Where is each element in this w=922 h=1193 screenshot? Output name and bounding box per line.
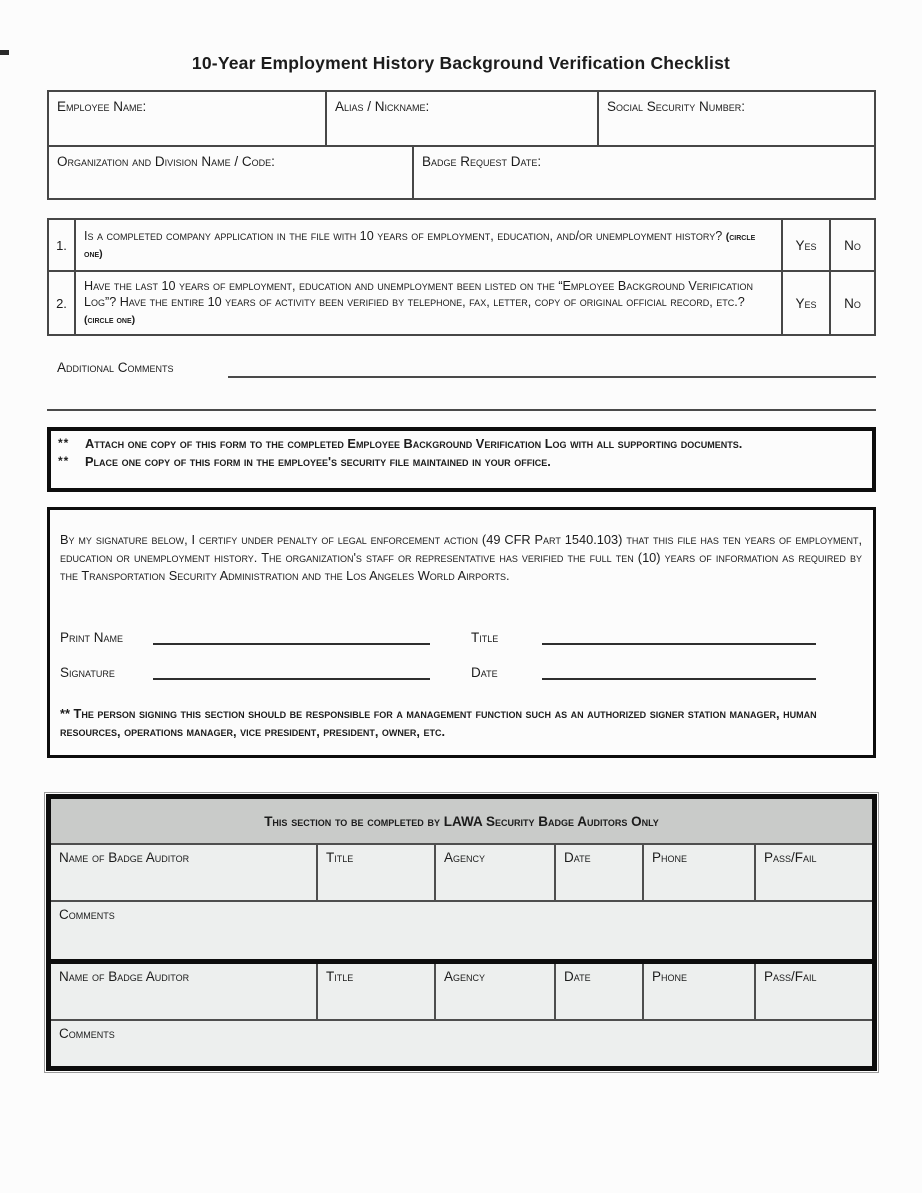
auditor-phone-label: Phone [652, 850, 688, 865]
additional-comments-label: Additional Comments [57, 359, 174, 375]
auditor-passfail-label: Pass/Fail [764, 850, 817, 865]
employee-info-table [47, 90, 876, 200]
auditor-section-inner [46, 794, 877, 1071]
auditor-agency-label: Agency [444, 850, 486, 865]
question-1-circle-note: (circle one) [84, 230, 756, 260]
auditor-name-field[interactable] [51, 964, 316, 1019]
signature-date-row [60, 647, 862, 680]
question-row-1 [49, 220, 874, 272]
instruction-row-1 [58, 435, 864, 453]
info-row-2 [49, 147, 874, 198]
question-2-text: Have the last 10 years of employment, education and unemployment been listed on the “Employee Background Verification Log”? Have the entire 10 years of activity been verified by telephone, fax, letter, copy of original official record, etc.? [84, 278, 754, 310]
signing-authority-note: ** The person signing this section should be responsible for a management function such as an authorized signer station manager, human resources, operations manager, vice president, president, owner, etc. [60, 706, 817, 739]
auditor-agency-field[interactable] [434, 845, 554, 900]
auditor-agency-field[interactable] [434, 964, 554, 1019]
badge-request-date-field[interactable] [412, 147, 874, 198]
page-title: 10-Year Employment History Background Verification Checklist [191, 53, 731, 73]
ssn-field[interactable] [597, 92, 874, 145]
question-2-text-cell [76, 272, 781, 334]
auditor-date-field[interactable] [554, 964, 642, 1019]
badge-request-date-label: Badge Request Date: [422, 154, 542, 169]
auditor-title-field[interactable] [316, 845, 434, 900]
question-1-text: Is a completed company application in the file with 10 years of employment, education, and/or unemployment history? [84, 228, 723, 243]
question-2-no-cell[interactable]: No [829, 272, 874, 334]
auditor-comments-field-2[interactable] [51, 1019, 872, 1066]
title-label: Title [471, 630, 499, 645]
print-name-title-row [60, 612, 862, 645]
auditor-agency-label: Agency [444, 969, 486, 984]
print-name-line[interactable] [153, 631, 430, 645]
auditor-date-label: Date [564, 850, 591, 865]
auditor-comments-label: Comments [59, 1026, 115, 1041]
instructions-box [47, 427, 876, 492]
org-division-field[interactable] [49, 147, 412, 198]
auditor-header-row-1 [51, 845, 872, 900]
certification-statement: By my signature below, I certify under penalty of legal enforcement action (49 CFR Part 1540.103) that this file has ten years of employment, education or unemployment history. The organization's staff or representative has verified the full ten (10) years of information as required by the Transportation Security Administration and the Los Angeles World Airports. [60, 532, 862, 583]
question-1-text-cell [76, 220, 781, 270]
question-2-yes-cell[interactable]: Yes [781, 272, 829, 334]
comments-line-2[interactable] [47, 390, 876, 411]
employee-name-label: Employee Name: [57, 99, 147, 114]
auditor-passfail-field[interactable] [754, 964, 872, 1019]
auditor-passfail-label: Pass/Fail [764, 969, 817, 984]
instruction-row-2 [58, 453, 864, 471]
alias-nickname-label: Alias / Nickname: [335, 99, 430, 114]
ssn-label: Social Security Number: [607, 99, 746, 114]
auditor-name-field[interactable] [51, 845, 316, 900]
auditor-section [44, 792, 879, 1073]
asterisk-bullet: ** [58, 436, 70, 450]
org-division-label: Organization and Division Name / Code: [57, 154, 275, 169]
auditor-date-field[interactable] [554, 845, 642, 900]
certification-box [47, 507, 876, 758]
additional-comments-row [47, 356, 876, 378]
employee-name-field[interactable] [49, 92, 325, 145]
question-1-yes-cell[interactable]: Yes [781, 220, 829, 270]
print-name-label: Print Name [60, 630, 124, 645]
signature-label: Signature [60, 665, 115, 680]
question-row-2 [49, 272, 874, 334]
auditor-name-label: Name of Badge Auditor [59, 850, 190, 865]
auditor-passfail-field[interactable] [754, 845, 872, 900]
question-2-circle-note: (circle one) [84, 313, 136, 326]
info-row-1 [49, 92, 874, 147]
auditor-section-heading: This section to be completed by LAWA Security Badge Auditors Only [51, 799, 872, 845]
auditor-phone-field[interactable] [642, 964, 754, 1019]
date-line[interactable] [542, 666, 816, 680]
signature-line[interactable] [153, 666, 430, 680]
question-1-no-cell[interactable]: No [829, 220, 874, 270]
questions-table [47, 218, 876, 336]
question-2-number: 2. [49, 272, 76, 334]
instruction-text-1: Attach one copy of this form to the completed Employee Background Verification Log with all supporting documents. [85, 436, 743, 451]
auditor-comments-field-1[interactable] [51, 900, 872, 959]
auditor-name-label: Name of Badge Auditor [59, 969, 190, 984]
auditor-header-row-2 [51, 964, 872, 1019]
auditor-title-field[interactable] [316, 964, 434, 1019]
question-1-number: 1. [49, 220, 76, 270]
title-line[interactable] [542, 631, 816, 645]
date-label: Date [471, 665, 498, 680]
asterisk-bullet: ** [58, 453, 70, 468]
auditor-date-label: Date [564, 969, 591, 984]
auditor-comments-label: Comments [59, 907, 115, 922]
auditor-phone-field[interactable] [642, 845, 754, 900]
comments-line-1[interactable] [228, 356, 876, 378]
alias-nickname-field[interactable] [325, 92, 597, 145]
auditor-phone-label: Phone [652, 969, 688, 984]
instruction-text-2: Place one copy of this form in the employee's security file maintained in your office. [85, 453, 551, 469]
auditor-title-label: Title [326, 969, 354, 984]
auditor-title-label: Title [326, 850, 354, 865]
